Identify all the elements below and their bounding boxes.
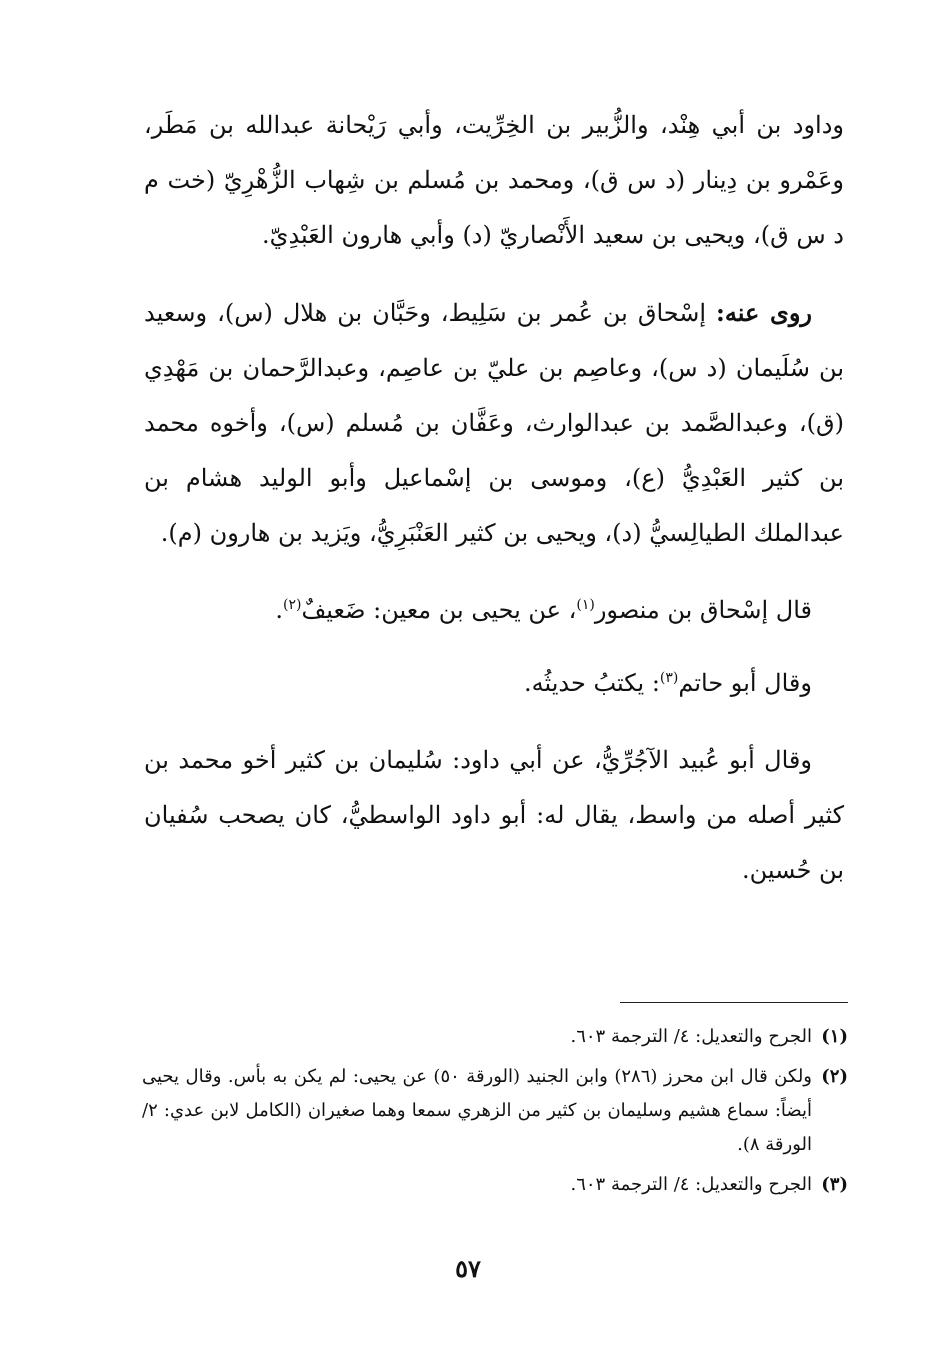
footnote-number: (١) <box>821 1026 848 1047</box>
footnote-text: الجرح والتعديل: ٤/ الترجمة ٦٠٣. <box>570 1174 812 1195</box>
paragraph-ibn-mansur <box>144 583 844 638</box>
footnote-ref-3[interactable]: (٣) <box>659 670 679 686</box>
footnotes <box>142 1020 848 1208</box>
footnote-number: (٣) <box>821 1174 848 1195</box>
paragraph-text: : يكتبُ حديثُه. <box>523 669 660 697</box>
paragraph-text: إسْحاق بن عُمر بن سَلِيط، وحَبَّان بن هلال (س)، وسعيد بن سُلَيمان (د س)، وعاصِم بن عليّ بن عاصِم، وعبدالرَّحمان بن مَهْدِي (ق)، وعبدالصَّمد بن عبدالوارث، وعَفَّان بن مُسلم (س)، وأخوه محمد بن كثير العَبْدِيُّ (ع)، وموسى بن إسْماعيل وأبو الوليد هشام بن عبدالملك الطيالِسيُّ (د)، ويحيى بن كثير العَنْبَرِيُّ، ويَزيد بن هارون (م). <box>144 299 844 547</box>
footnote-ref-1[interactable]: (١) <box>576 597 595 613</box>
page-number: ٥٧ <box>455 1254 481 1283</box>
paragraph-text: ، عن يحيى بن معين: ضَعيفٌ <box>301 596 577 624</box>
paragraph-text: قال إسْحاق بن منصور <box>594 596 812 624</box>
paragraph-abu-hatim <box>144 656 844 711</box>
paragraph-ajurri <box>144 733 844 898</box>
footnote-1 <box>142 1020 848 1054</box>
paragraph-lead: روى عنه: <box>716 298 812 327</box>
footnote-text: ولكن قال ابن محرز (٢٨٦) وابن الجنيد (الورقة ٥٠) عن يحيى: لم يكن به بأس. وقال يحيى أيضاً: سماع هشيم وسليمان بن كثير من الزهري سمعا وهما صغيران (الكامل لابن عدي: ٢/ الورقة ٨). <box>142 1066 812 1155</box>
footnote-text: الجرح والتعديل: ٤/ الترجمة ٦٠٣. <box>570 1026 812 1047</box>
paragraph-text: وداود بن أبي هِنْد، والزُّبير بن الخِرِّيت، وأبي رَيْحانة عبدالله بن مَطَر، وعَمْرو بن دِينار (د س ق)، ومحمد بن مُسلم بن شِهاب الزُّهْرِيّ (خت م د س ق)، ويحيى بن سعيد الأَنْصاريّ (د) وأبي هارون العَبْدِيّ. <box>144 111 845 249</box>
paragraph-narrators-from <box>144 98 844 263</box>
footnote-number: (٢) <box>821 1066 848 1087</box>
footnote-3 <box>142 1168 848 1202</box>
paragraph-text: . <box>275 596 283 624</box>
paragraph-narrated-by <box>144 285 844 561</box>
footnote-2 <box>142 1060 848 1162</box>
footnote-separator <box>620 1002 848 1003</box>
paragraph-text: وقال أبو حاتم <box>678 669 812 697</box>
footnote-ref-2[interactable]: (٢) <box>282 597 302 613</box>
main-text <box>144 98 844 898</box>
paragraph-text: وقال أبو عُبيد الآجُرِّيُّ، عن أبي داود: سُليمان بن كثير أخو محمد بن كثير أصله من واسط، يقال له: أبو داود الواسطيُّ، كان يصحب سُفيان بن حُسين. <box>144 746 844 884</box>
